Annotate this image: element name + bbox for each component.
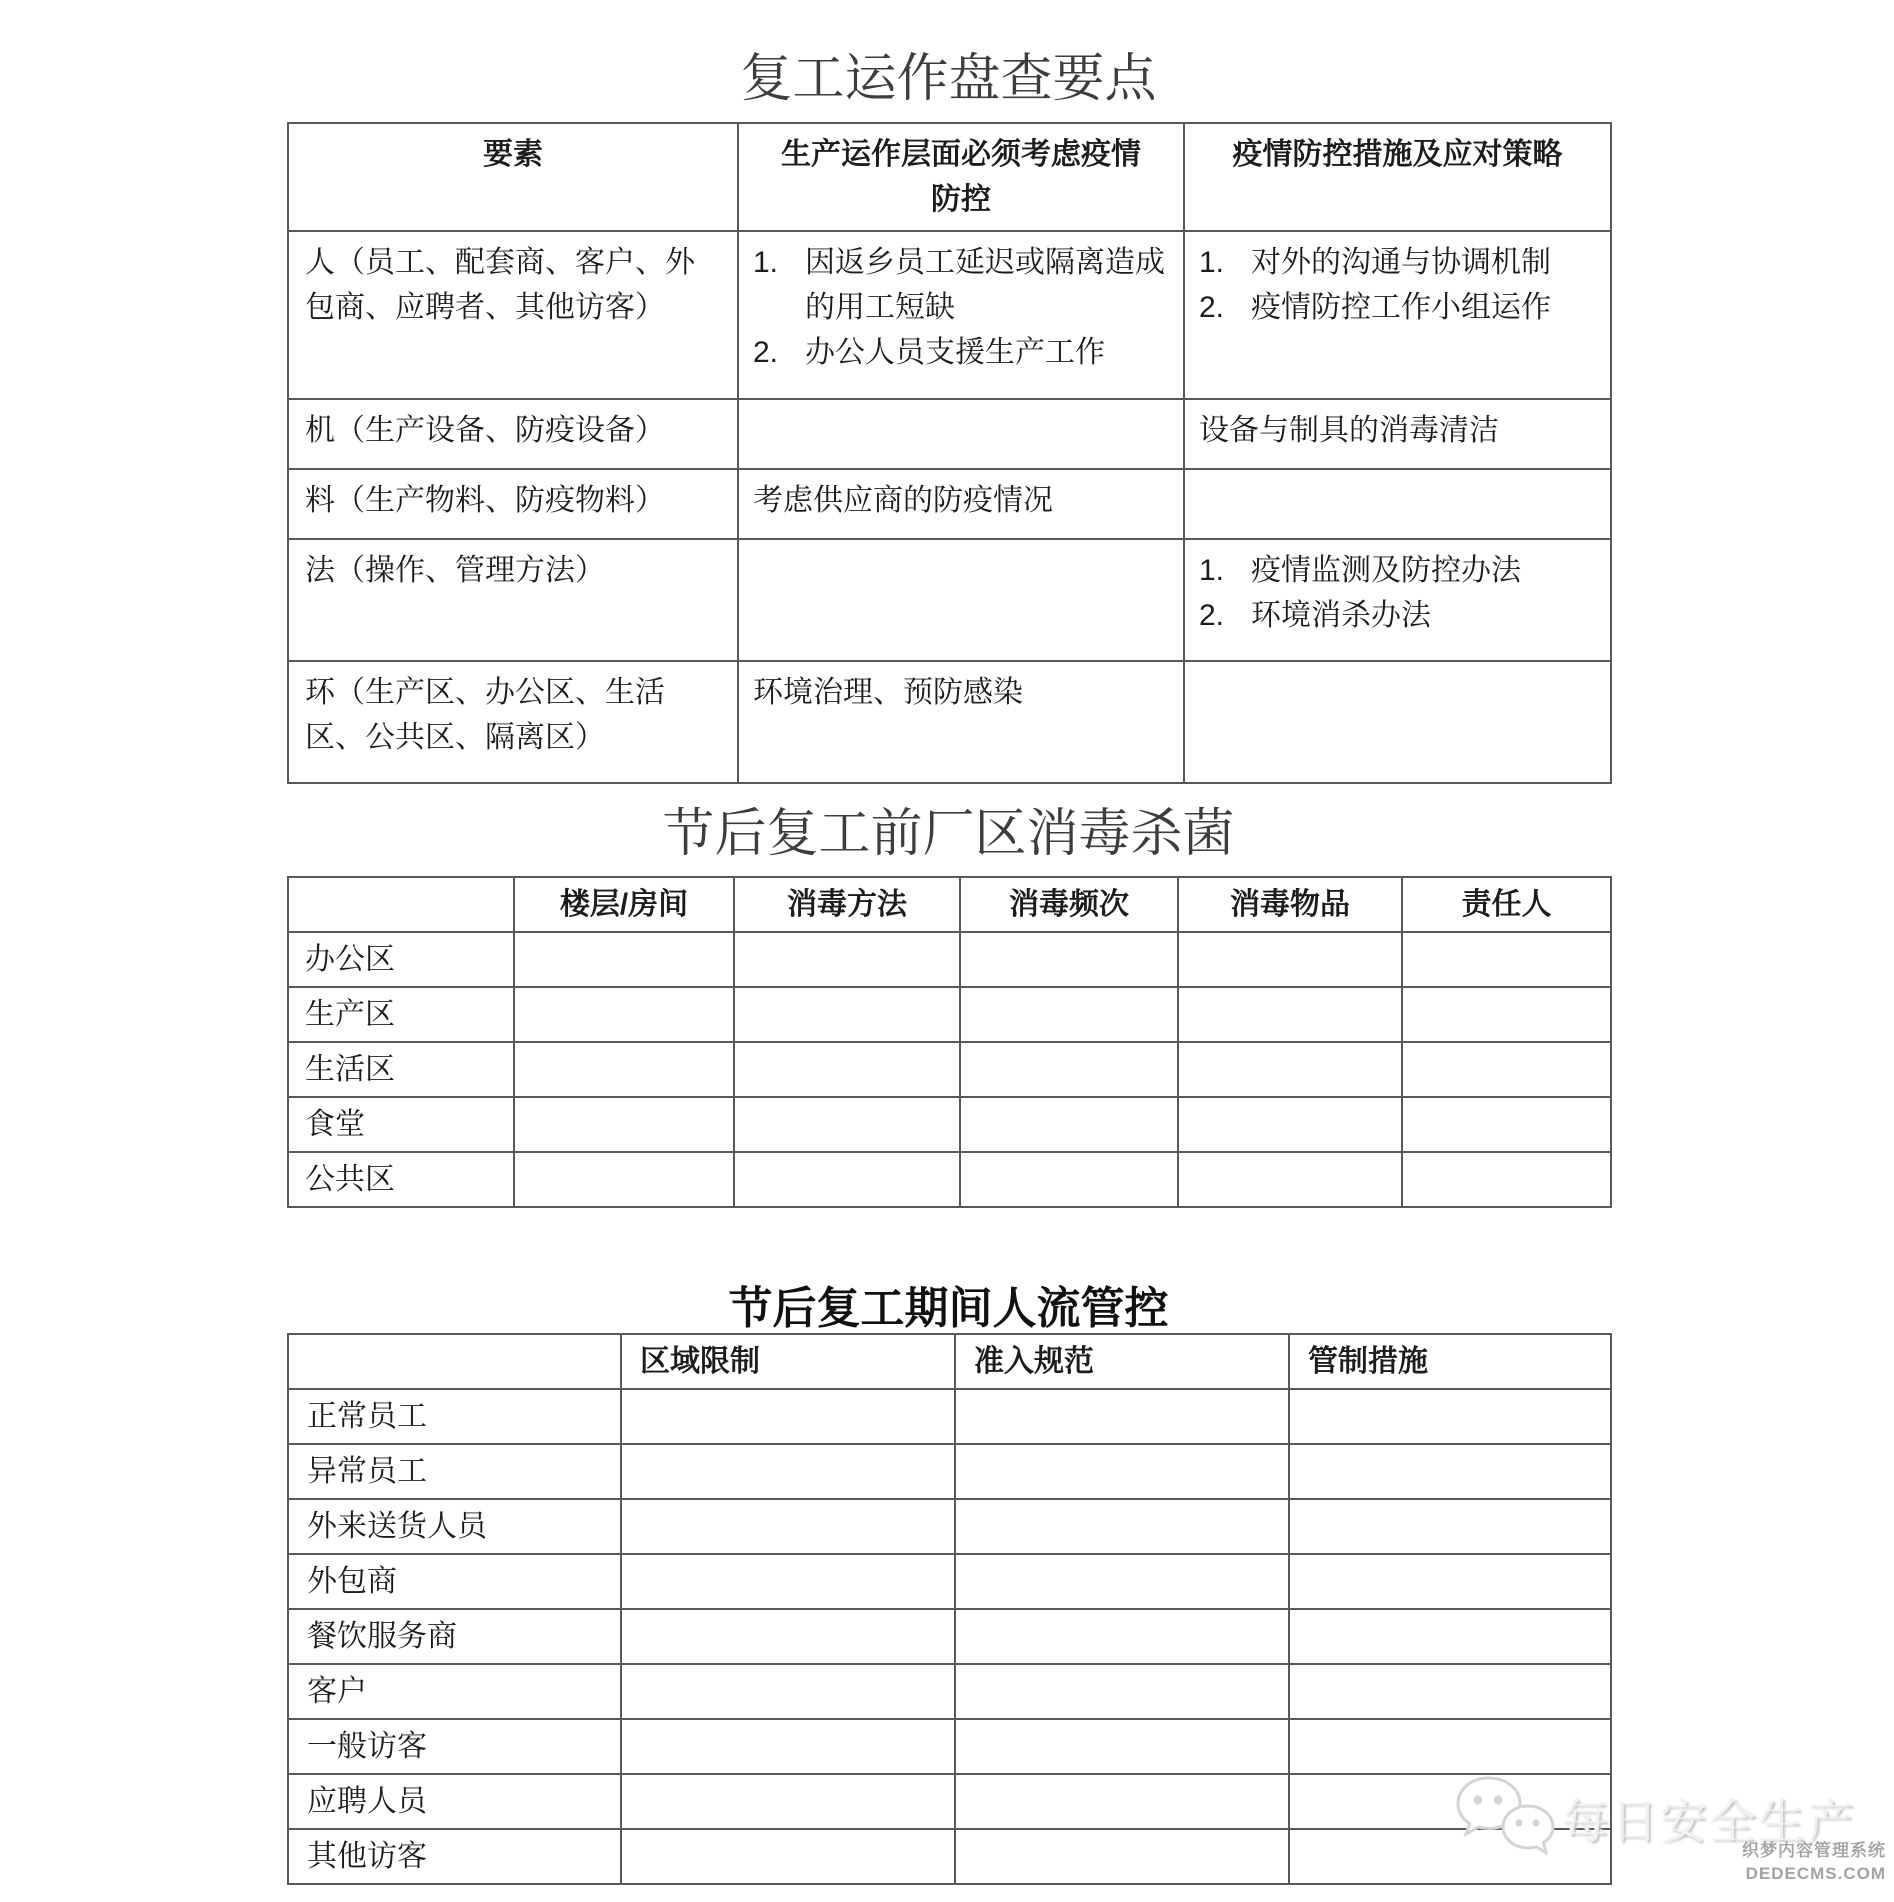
table-header-row	[288, 123, 1611, 231]
empty-cell	[1289, 1389, 1611, 1444]
header-blank	[288, 1334, 621, 1389]
table-row	[288, 469, 1611, 539]
row-label: 应聘人员	[288, 1774, 621, 1829]
measures-cell	[1184, 539, 1611, 661]
empty-cell	[621, 1389, 955, 1444]
empty-cell	[955, 1554, 1289, 1609]
empty-cell	[621, 1444, 955, 1499]
table-row	[288, 1554, 1611, 1609]
header-supplies: 消毒物品	[1178, 877, 1402, 932]
table-row	[288, 1097, 1611, 1152]
table-row	[288, 231, 1611, 399]
cms-credit-line1: 织梦内容管理系统	[1742, 1841, 1886, 1860]
empty-cell	[1178, 987, 1402, 1042]
empty-cell	[960, 1042, 1178, 1097]
row-label: 异常员工	[288, 1444, 621, 1499]
table-row	[288, 1609, 1611, 1664]
empty-cell	[960, 1097, 1178, 1152]
header-frequency: 消毒频次	[960, 877, 1178, 932]
list-number: 2.	[1199, 599, 1225, 632]
disinfection-table	[287, 876, 1612, 1208]
table-row	[288, 1499, 1611, 1554]
list-text: 办公人员支援生产工作	[805, 336, 1105, 369]
empty-cell	[734, 1042, 960, 1097]
header-floor-room: 楼层/房间	[514, 877, 734, 932]
empty-cell	[955, 1719, 1289, 1774]
header-owner: 责任人	[1402, 877, 1611, 932]
empty-cell	[1402, 1042, 1611, 1097]
table-header-row	[288, 877, 1611, 932]
list-item	[1199, 240, 1596, 285]
list-text: 对外的沟通与协调机制	[1251, 246, 1551, 279]
empty-cell	[1289, 1444, 1611, 1499]
row-label: 公共区	[288, 1152, 514, 1207]
empty-cell	[1289, 1554, 1611, 1609]
empty-cell	[734, 987, 960, 1042]
list-number: 2.	[1199, 291, 1225, 324]
operation-review-table	[287, 122, 1612, 784]
empty-cell	[514, 1097, 734, 1152]
table-row	[288, 399, 1611, 469]
empty-cell	[1402, 1152, 1611, 1207]
empty-cell	[1178, 932, 1402, 987]
factor-cell: 法（操作、管理方法）	[288, 539, 738, 661]
empty-cell	[621, 1664, 955, 1719]
row-label: 食堂	[288, 1097, 514, 1152]
production-cell	[738, 231, 1184, 399]
production-cell	[738, 539, 1184, 661]
list-number: 2.	[753, 336, 779, 369]
list-number: 1.	[753, 246, 779, 279]
table-row	[288, 661, 1611, 783]
header-entry-rule: 准入规范	[955, 1334, 1289, 1389]
factor-cell: 机（生产设备、防疫设备）	[288, 399, 738, 469]
list-text: 环境消杀办法	[1251, 599, 1431, 632]
production-cell: 考虑供应商的防疫情况	[738, 469, 1184, 539]
row-label: 餐饮服务商	[288, 1609, 621, 1664]
empty-cell	[955, 1829, 1289, 1884]
empty-cell	[955, 1774, 1289, 1829]
measures-cell	[1184, 469, 1611, 539]
table-row	[288, 1042, 1611, 1097]
header-method: 消毒方法	[734, 877, 960, 932]
empty-cell	[514, 1042, 734, 1097]
list-item	[753, 240, 1169, 330]
list-item	[1199, 548, 1596, 593]
empty-cell	[1178, 1152, 1402, 1207]
empty-cell	[514, 1152, 734, 1207]
empty-cell	[1289, 1609, 1611, 1664]
empty-cell	[734, 932, 960, 987]
empty-cell	[955, 1609, 1289, 1664]
empty-cell	[960, 932, 1178, 987]
production-cell: 环境治理、预防感染	[738, 661, 1184, 783]
empty-cell	[960, 1152, 1178, 1207]
measures-cell: 设备与制具的消毒清洁	[1184, 399, 1611, 469]
header-production	[738, 123, 1184, 231]
list-text: 疫情防控工作小组运作	[1251, 291, 1551, 324]
table2-title: 节后复工前厂区消毒杀菌	[662, 805, 1235, 863]
row-label: 生活区	[288, 1042, 514, 1097]
empty-cell	[621, 1829, 955, 1884]
cms-credit-line2: DEDECMS.COM	[1745, 1863, 1886, 1883]
empty-cell	[621, 1499, 955, 1554]
empty-cell	[960, 987, 1178, 1042]
measures-cell	[1184, 231, 1611, 399]
header-factor: 要素	[288, 123, 738, 231]
table-row	[288, 1664, 1611, 1719]
cms-credit	[1742, 1840, 1886, 1886]
table-header-row	[288, 1334, 1611, 1389]
empty-cell	[621, 1774, 955, 1829]
table3-title: 节后复工期间人流管控	[728, 1284, 1169, 1333]
list-item	[1199, 593, 1596, 638]
table-row	[288, 1829, 1611, 1884]
table-row	[288, 1444, 1611, 1499]
row-label: 办公区	[288, 932, 514, 987]
header-blank	[288, 877, 514, 932]
table-row	[288, 932, 1611, 987]
table-row	[288, 1389, 1611, 1444]
empty-cell	[621, 1609, 955, 1664]
empty-cell	[955, 1664, 1289, 1719]
empty-cell	[955, 1389, 1289, 1444]
table-row	[288, 1774, 1611, 1829]
table-row	[288, 1152, 1611, 1207]
factor-cell: 环（生产区、办公区、生活区、公共区、隔离区）	[288, 661, 738, 783]
header-control-measure: 管制措施	[1289, 1334, 1611, 1389]
people-flow-control-table	[287, 1333, 1612, 1885]
empty-cell	[1289, 1719, 1611, 1774]
table1-title: 复工运作盘查要点	[740, 50, 1157, 108]
factor-cell: 料（生产物料、防疫物料）	[288, 469, 738, 539]
empty-cell	[1289, 1664, 1611, 1719]
list-text: 疫情监测及防控办法	[1251, 554, 1521, 587]
row-label: 生产区	[288, 987, 514, 1042]
empty-cell	[955, 1444, 1289, 1499]
empty-cell	[1289, 1499, 1611, 1554]
row-label: 外来送货人员	[288, 1499, 621, 1554]
list-number: 1.	[1199, 246, 1225, 279]
empty-cell	[621, 1719, 955, 1774]
empty-cell	[1178, 1042, 1402, 1097]
empty-cell	[514, 987, 734, 1042]
empty-cell	[734, 1097, 960, 1152]
list-item	[1199, 285, 1596, 330]
factor-cell: 人（员工、配套商、客户、外包商、应聘者、其他访客）	[288, 231, 738, 399]
watermark-text: 每日安全生产	[1562, 1795, 1856, 1848]
list-item	[753, 330, 1169, 375]
empty-cell	[1402, 987, 1611, 1042]
row-label: 正常员工	[288, 1389, 621, 1444]
row-label: 一般访客	[288, 1719, 621, 1774]
header-production-text: 生产运作层面必须考虑疫情防控	[781, 138, 1141, 216]
list-text: 因返乡员工延迟或隔离造成的用工短缺	[805, 246, 1165, 324]
table-row	[288, 1719, 1611, 1774]
empty-cell	[1178, 1097, 1402, 1152]
row-label: 其他访客	[288, 1829, 621, 1884]
empty-cell	[514, 932, 734, 987]
empty-cell	[955, 1499, 1289, 1554]
empty-cell	[621, 1554, 955, 1609]
empty-cell	[1289, 1829, 1611, 1884]
empty-cell	[1289, 1774, 1611, 1829]
empty-cell	[1402, 1097, 1611, 1152]
list-number: 1.	[1199, 554, 1225, 587]
header-measures: 疫情防控措施及应对策略	[1184, 123, 1611, 231]
row-label: 外包商	[288, 1554, 621, 1609]
measures-cell	[1184, 661, 1611, 783]
row-label: 客户	[288, 1664, 621, 1719]
empty-cell	[1402, 932, 1611, 987]
header-area-limit: 区域限制	[621, 1334, 955, 1389]
table-row	[288, 539, 1611, 661]
table-row	[288, 987, 1611, 1042]
production-cell	[738, 399, 1184, 469]
empty-cell	[734, 1152, 960, 1207]
